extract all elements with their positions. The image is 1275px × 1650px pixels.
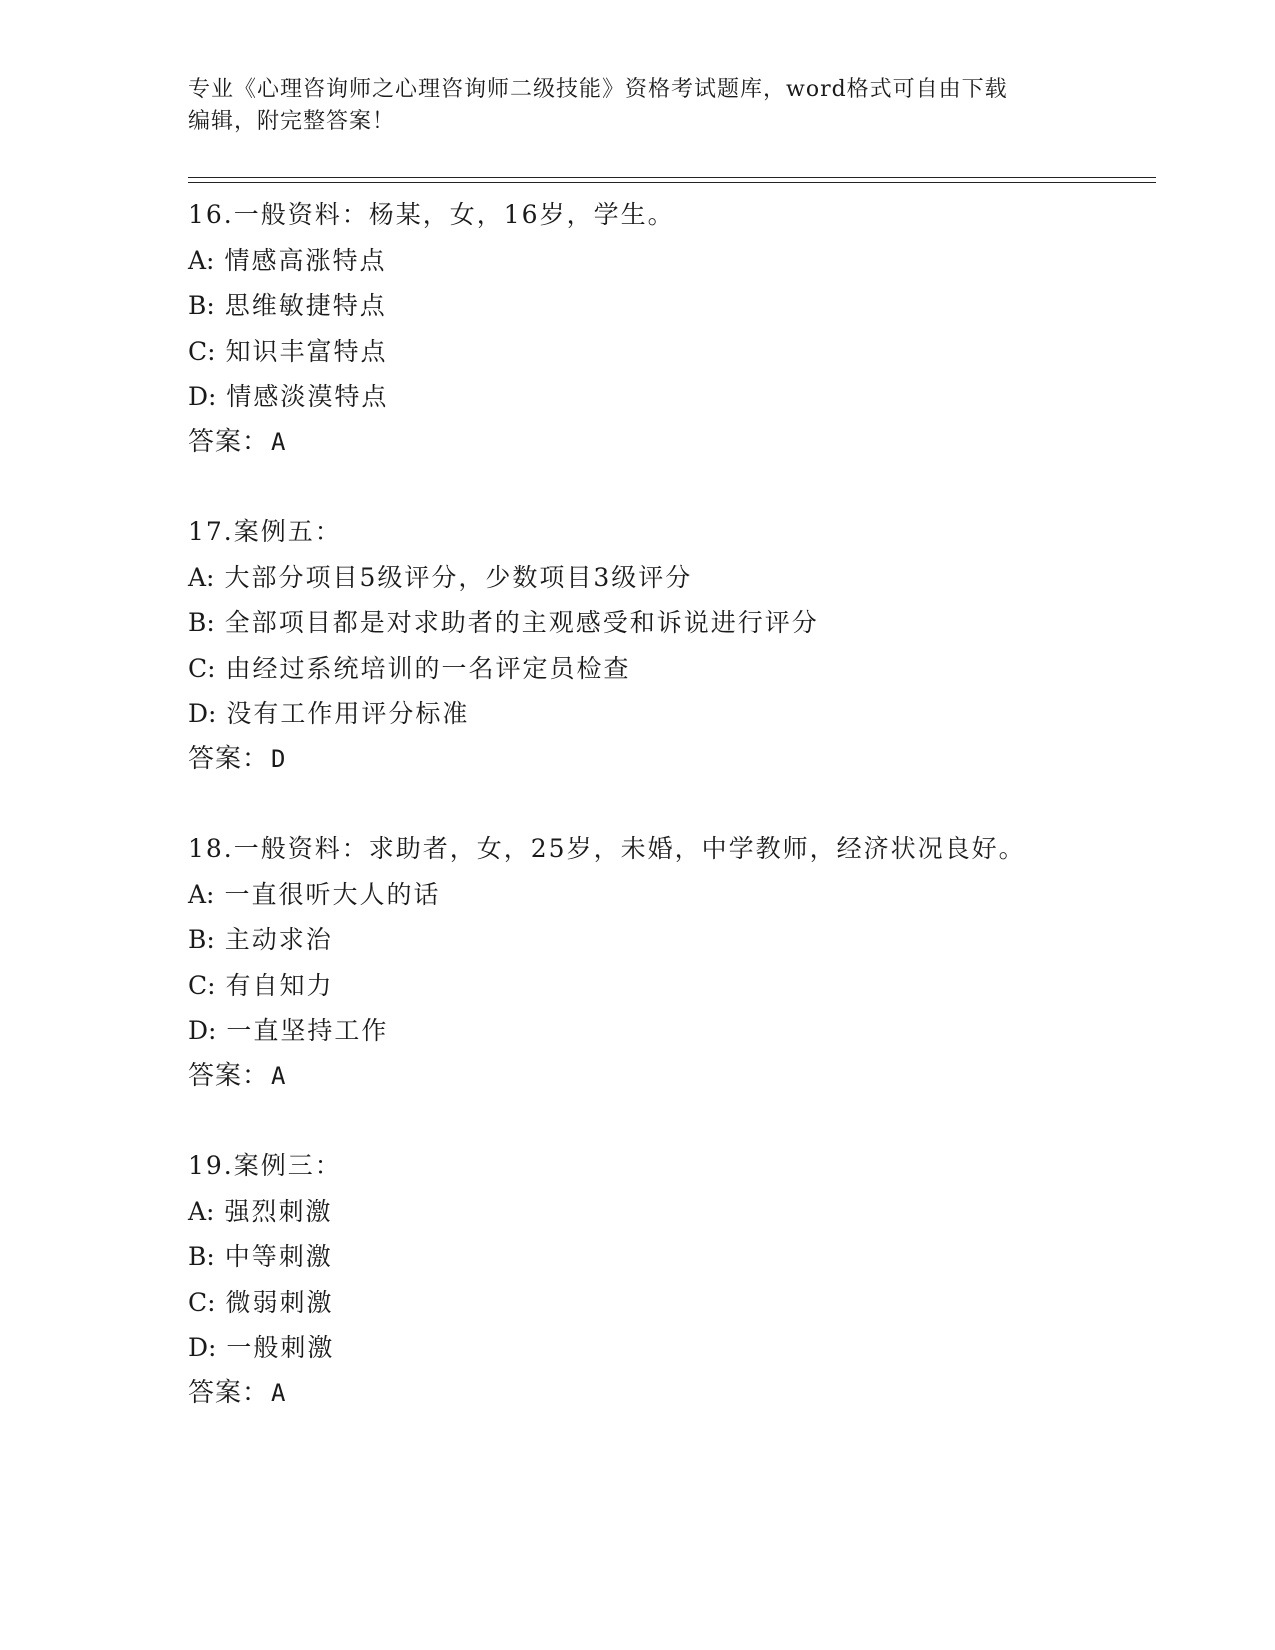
- option-text: 没有工作用评分标准: [226, 699, 470, 728]
- answer-line: [188, 1371, 1156, 1417]
- option-text: 全部项目都是对求助者的主观感受和诉说进行评分: [224, 608, 819, 637]
- option-key: B:: [188, 1242, 215, 1271]
- question-19: [188, 1143, 1156, 1416]
- option-c: [188, 1280, 1156, 1326]
- answer-label: 答案：: [188, 1377, 270, 1408]
- option-b: [188, 1234, 1156, 1280]
- answer-value: D: [271, 744, 287, 773]
- option-text: 由经过系统培训的一名评定员检查: [225, 653, 631, 683]
- answer-line: [188, 737, 1156, 783]
- answer-label: 答案：: [188, 426, 270, 457]
- question-17: [188, 509, 1156, 782]
- question-stem: 19.案例三：: [188, 1151, 342, 1180]
- option-text: 大部分项目5级评分，少数项目3级评分: [224, 562, 693, 592]
- option-key: A:: [188, 1196, 215, 1226]
- answer-label: 答案：: [188, 1060, 270, 1091]
- option-text: 强烈刺激: [224, 1196, 333, 1226]
- option-a: [188, 555, 1156, 601]
- option-key: C:: [188, 1287, 216, 1317]
- option-text: 情感淡漠特点: [226, 382, 389, 411]
- option-text: 知识丰富特点: [225, 336, 388, 366]
- option-key: C:: [188, 336, 216, 366]
- question-18: [188, 826, 1156, 1099]
- option-text: 一直坚持工作: [226, 1016, 389, 1045]
- option-key: D:: [188, 1016, 217, 1045]
- option-key: A:: [188, 879, 215, 909]
- option-key: A:: [188, 245, 215, 275]
- option-key: D:: [188, 382, 217, 411]
- option-key: D:: [188, 1333, 217, 1362]
- header-divider-bottom: [188, 182, 1156, 183]
- option-d: [188, 691, 1156, 737]
- option-text: 有自知力: [225, 970, 334, 1000]
- option-b: [188, 917, 1156, 963]
- option-key: B:: [188, 925, 215, 954]
- option-key: B:: [188, 291, 215, 320]
- question-stem: 16.一般资料：杨某，女，16岁，学生。: [188, 200, 675, 229]
- answer-value: A: [271, 427, 287, 456]
- option-c: [188, 963, 1156, 1009]
- option-text: 思维敏捷特点: [224, 291, 387, 320]
- option-text: 一般刺激: [226, 1333, 335, 1362]
- option-d: [188, 1008, 1156, 1054]
- header-line-1: 专业《心理咨询师之心理咨询师二级技能》资格考试题库，word格式可自由下载: [188, 77, 1008, 102]
- answer-line: [188, 420, 1156, 466]
- option-key: A:: [188, 562, 215, 592]
- header-divider-top: [188, 177, 1156, 178]
- answer-value: A: [271, 1378, 287, 1407]
- option-d: [188, 374, 1156, 420]
- option-key: C:: [188, 970, 216, 1000]
- option-text: 微弱刺激: [225, 1287, 334, 1317]
- answer-line: [188, 1054, 1156, 1100]
- header-line-2: 编辑，附完整答案！: [188, 109, 396, 134]
- question-stem: 17.案例五：: [188, 517, 342, 546]
- question-16: [188, 192, 1156, 465]
- answer-value: A: [271, 1061, 287, 1090]
- option-c: [188, 329, 1156, 375]
- option-key: B:: [188, 608, 215, 637]
- option-c: [188, 646, 1156, 692]
- option-text: 一直很听大人的话: [224, 879, 441, 909]
- option-text: 情感高涨特点: [224, 245, 387, 275]
- option-text: 中等刺激: [224, 1242, 333, 1271]
- option-a: [188, 1189, 1156, 1235]
- option-d: [188, 1325, 1156, 1371]
- option-a: [188, 238, 1156, 284]
- question-list: [188, 192, 1156, 1460]
- question-stem: 18.一般资料：求助者，女，25岁，未婚，中学教师，经济状况良好。: [188, 834, 1026, 863]
- option-b: [188, 600, 1156, 646]
- answer-label: 答案：: [188, 743, 270, 774]
- option-key: C:: [188, 653, 216, 683]
- option-b: [188, 283, 1156, 329]
- option-key: D:: [188, 699, 217, 728]
- option-text: 主动求治: [224, 925, 333, 954]
- document-header: [188, 74, 1088, 138]
- option-a: [188, 872, 1156, 918]
